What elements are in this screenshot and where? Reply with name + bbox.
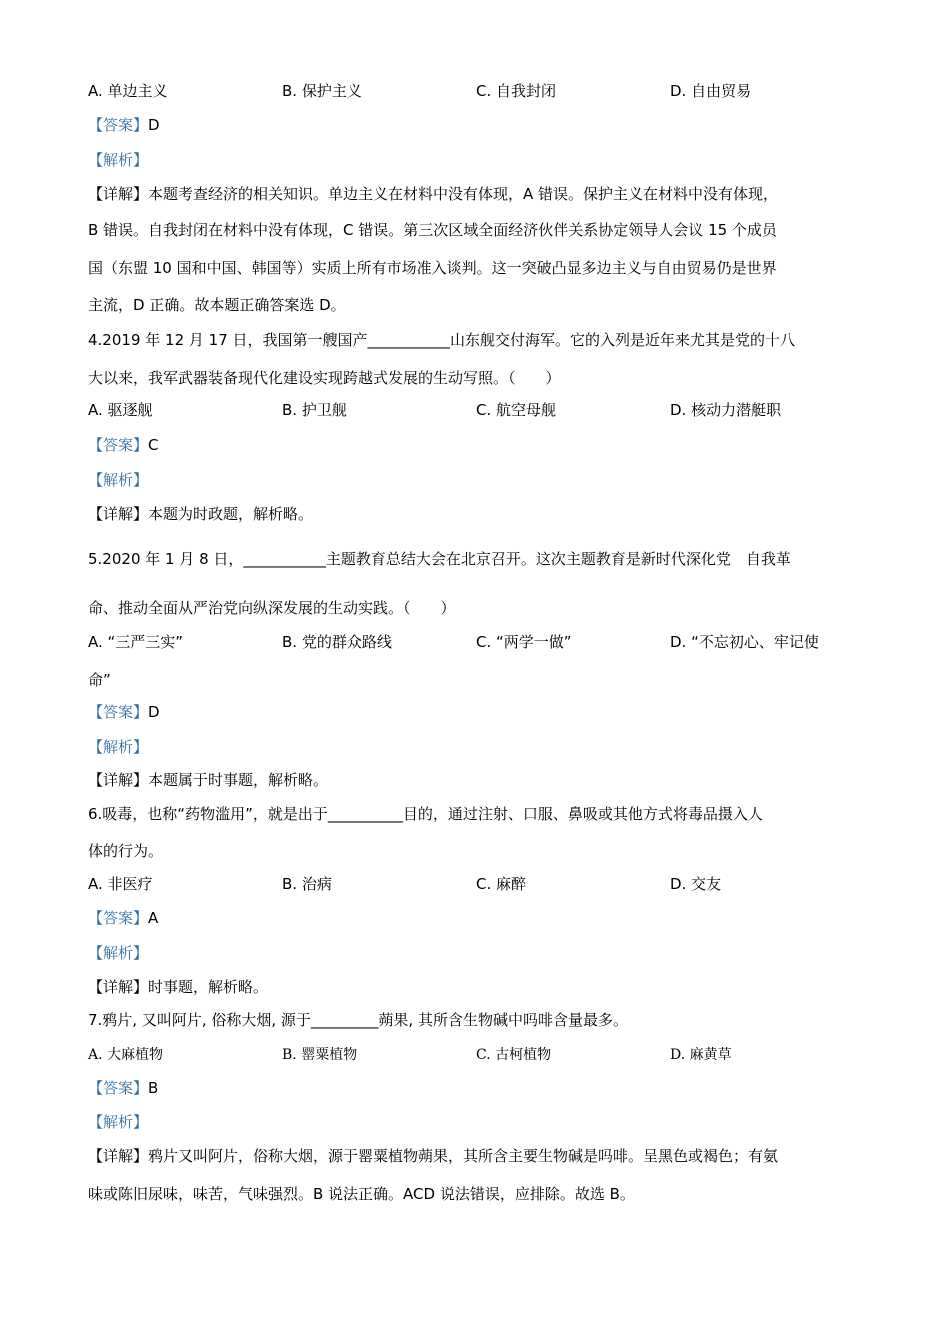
q7-answer: B (148, 1079, 159, 1097)
answer-label: 【答案】 (88, 436, 149, 454)
q5-answer-row (88, 702, 160, 722)
q6-answer-row (88, 908, 158, 928)
q7-analysis-label: 【解析】 (88, 1113, 149, 1131)
q3-detail-line-2: B 错误。自我封闭在材料中没有体现，C 错误。第三次区域全面经济伙伴关系协定领导人会议 15 个成员 (88, 221, 777, 239)
q5-option-a: A. “三严三实” (88, 633, 184, 651)
q7-detail-line-2: 味或陈旧尿味，味苦，气味强烈。B 说法正确。ACD 说法错误，应排除。故选 B。 (88, 1185, 635, 1203)
q3-answer: D (148, 116, 160, 134)
q3-detail-line-1: 【详解】本题考查经济的相关知识。单边主义在材料中没有体现，A 错误。保护主义在材料中没有体现， (88, 185, 779, 203)
q5-option-b: B. 党的群众路线 (282, 633, 392, 651)
q4-stem-line-1: 4.2019 年 12 月 17 日，我国第一艘国产___________山东舰交付海军。它的入列是近年来尤其是党的十八 (88, 331, 796, 349)
q3-option-c: C. 自我封闭 (476, 82, 557, 100)
detail-label: 【详解】 (88, 185, 149, 203)
q4-option-d: D. 核动力潜艇职 (670, 401, 782, 419)
q3-option-b: B. 保护主义 (282, 82, 362, 100)
q5-answer: D (148, 703, 160, 721)
q5-option-d: D. “不忘初心、牢记使 (670, 633, 819, 651)
q7-option-b: B. 罂粟植物 (282, 1047, 358, 1063)
q4-answer-row (88, 435, 159, 455)
answer-label: 【答案】 (88, 703, 149, 721)
q5-detail: 【详解】本题属于时事题，解析略。 (88, 771, 329, 789)
q7-answer-row (88, 1078, 158, 1098)
q6-option-c: C. 麻醉 (476, 875, 527, 893)
q4-analysis-label: 【解析】 (88, 471, 149, 489)
q5-option-c: C. “两学一做” (476, 633, 572, 651)
detail-label: 【详解】 (88, 1147, 149, 1165)
q3-detail-line-3: 国（东盟 10 国和中国、韩国等）实质上所有市场准入谈判。这一突破凸显多边主义与自由贸易仍是世界 (88, 259, 777, 277)
detail-label: 【详解】 (88, 978, 149, 996)
q5-option-d-continued: 命” (88, 671, 111, 689)
q3-answer-row (88, 115, 160, 135)
q5-stem-line-2: 命、推动全面从严治党向纵深发展的生动实践。（ ） (88, 599, 456, 617)
q7-option-a: A. 大麻植物 (88, 1047, 164, 1063)
answer-label: 【答案】 (88, 909, 149, 927)
q4-stem-line-2: 大以来，我军武器装备现代化建设实现跨越式发展的生动写照。（ ） (88, 369, 561, 387)
q6-stem-line-2: 体的行为。 (88, 842, 164, 860)
q6-detail: 【详解】时事题，解析略。 (88, 978, 269, 996)
q6-analysis-label: 【解析】 (88, 944, 149, 962)
q7-detail-line-1: 【详解】鸦片又叫阿片，俗称大烟，源于罂粟植物蒴果，其所含主要生物碱是吗啡。呈黑色或褐色；有氨 (88, 1147, 779, 1165)
q4-option-b: B. 护卫舰 (282, 401, 347, 419)
q7-option-d: D. 麻黄草 (670, 1047, 732, 1063)
q4-detail: 【详解】本题为时政题，解析略。 (88, 505, 314, 523)
q7-stem: 7.鸦片, 又叫阿片, 俗称大烟, 源于_________蒴果, 其所含生物碱中吗啡含量最多。 (88, 1011, 628, 1029)
q5-analysis-label: 【解析】 (88, 738, 149, 756)
q3-analysis-label: 【解析】 (88, 151, 149, 169)
q5-stem-line-1: 5.2020 年 1 月 8 日，___________主题教育总结大会在北京召开。这次主题教育是新时代深化党 自我革 (88, 550, 791, 568)
q6-stem-line-1: 6.吸毒，也称“药物滥用”，就是出于__________目的，通过注射、口服、鼻吸或其他方式将毒品摄入人 (88, 805, 763, 823)
q3-option-a: A. 单边主义 (88, 82, 168, 100)
q3-detail-line-4: 主流，D 正确。故本题正确答案选 D。 (88, 296, 346, 314)
q4-option-a: A. 驱逐舰 (88, 401, 153, 419)
q4-answer: C (148, 436, 159, 454)
q7-option-c: C. 古柯植物 (476, 1047, 552, 1063)
answer-label: 【答案】 (88, 116, 149, 134)
q6-option-b: B. 治病 (282, 875, 332, 893)
detail-label: 【详解】 (88, 505, 149, 523)
q4-option-c: C. 航空母舰 (476, 401, 557, 419)
q6-option-d: D. 交友 (670, 875, 722, 893)
answer-label: 【答案】 (88, 1079, 149, 1097)
q3-option-d: D. 自由贸易 (670, 82, 752, 100)
detail-label: 【详解】 (88, 771, 149, 789)
q6-option-a: A. 非医疗 (88, 875, 153, 893)
q6-answer: A (148, 909, 159, 927)
